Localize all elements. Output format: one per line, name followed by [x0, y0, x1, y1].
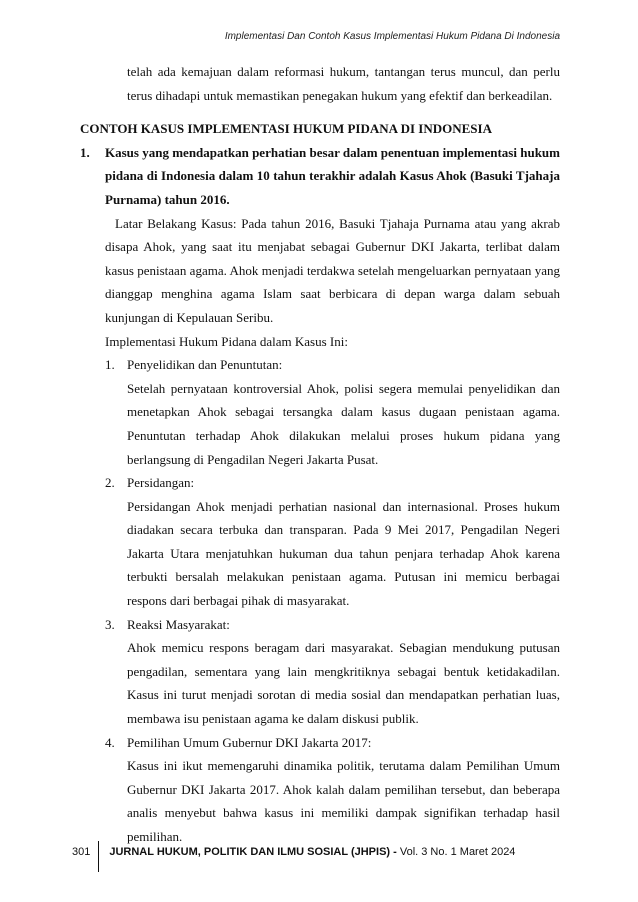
step-title: Penyelidikan dan Penuntutan:: [127, 357, 283, 373]
step-item: [105, 353, 560, 471]
step-number: 3.: [105, 616, 115, 632]
page-body: [80, 60, 560, 849]
intro-continuation: telah ada kemajuan dalam reformasi hukum, tantangan terus muncul, dan perlu terus dihadapi untuk memastikan penegakan hukum yang efektif dan berkeadilan.: [127, 64, 560, 103]
journal-citation: [99, 841, 515, 858]
section-title: CONTOH KASUS IMPLEMENTASI HUKUM PIDANA DI INDONESIA: [80, 121, 492, 137]
step-text: Setelah pernyataan kontroversial Ahok, polisi segera memulai penyelidikan dan menetapkan Ahok sebagai tersangka dalam kasus dugaan penistaan agama. Penuntutan terhadap Ahok dilakukan melalui proses hukum pidana yang berlangsung di Pengadilan Negeri Jakarta Pusat.: [127, 380, 560, 467]
running-header: Implementasi Dan Contoh Kasus Implementasi Hukum Pidana Di Indonesia: [224, 31, 560, 42]
page-footer: [72, 841, 515, 867]
step-item: [105, 471, 560, 613]
case-heading: [80, 141, 560, 212]
case-background: Latar Belakang Kasus: Pada tahun 2016, Basuki Tjahaja Purnama atau yang akrab disapa Ahok, yang saat itu menjabat sebagai Gubernur DKI Jakarta, terlibat dalam kasus penistaan agama. Ahok menjadi terdakwa setelah mengeluarkan pernyataan yang dianggap menghina agama Islam saat berbicara di depan warga dalam sebuah kunjungan di Kepulauan Seribu.: [105, 215, 560, 325]
step-number: 1.: [105, 357, 115, 373]
page-number: 301: [72, 846, 91, 858]
journal-issue: Vol. 3 No. 1 Maret 2024: [396, 846, 516, 858]
step-title: Persidangan:: [127, 475, 195, 491]
step-text: Kasus ini ikut memengaruhi dinamika politik, terutama dalam Pemilihan Umum Gubernur DKI Jakarta 2017. Ahok kalah dalam pemilihan tersebut, dan beberapa analis menyebut bahwa kasus ini memiliki dampak signifikan terhadap hasil pemilihan.: [127, 758, 560, 844]
step-number: 2.: [105, 475, 115, 491]
step-text: Ahok memicu respons beragam dari masyarakat. Sebagian mendukung putusan pengadilan, sementara yang lain mengkritiknya sebagai bentuk ketidakadilan. Kasus ini turut menjadi sorotan di media sosial dan mendapatkan perhatian luas, membawa isu penistaan agama ke dalam diskusi publik.: [127, 640, 560, 727]
step-number: 4.: [105, 734, 115, 750]
journal-name: JURNAL HUKUM, POLITIK DAN ILMU SOSIAL (JHPIS) -: [109, 846, 397, 858]
step-item: [105, 731, 560, 849]
case-body: [105, 212, 560, 849]
step-text: Persidangan Ahok menjadi perhatian nasional dan internasional. Proses hukum diadakan secara terbuka dan transparan. Pada 9 Mei 2017, Pengadilan Negeri Jakarta Utara menjatuhkan hukuman dua tahun penjara terhadap Ahok karena terbukti bersalah melakukan penistaan agama. Putusan ini memicu berbagai respons dari berbagai pihak di masyarakat.: [127, 498, 560, 609]
step-title: Pemilihan Umum Gubernur DKI Jakarta 2017:: [127, 734, 372, 750]
implementation-label: Implementasi Hukum Pidana dalam Kasus Ini:: [105, 333, 348, 349]
step-item: [105, 613, 560, 731]
step-title: Reaksi Masyarakat:: [127, 616, 230, 632]
case-title: Kasus yang mendapatkan perhatian besar dalam penentuan implementasi hukum pidana di Indonesia dalam 10 tahun terakhir adalah Kasus Ahok (Basuki Tjahaja Purnama) tahun 2016.: [105, 144, 560, 207]
case-number: 1.: [80, 144, 90, 160]
